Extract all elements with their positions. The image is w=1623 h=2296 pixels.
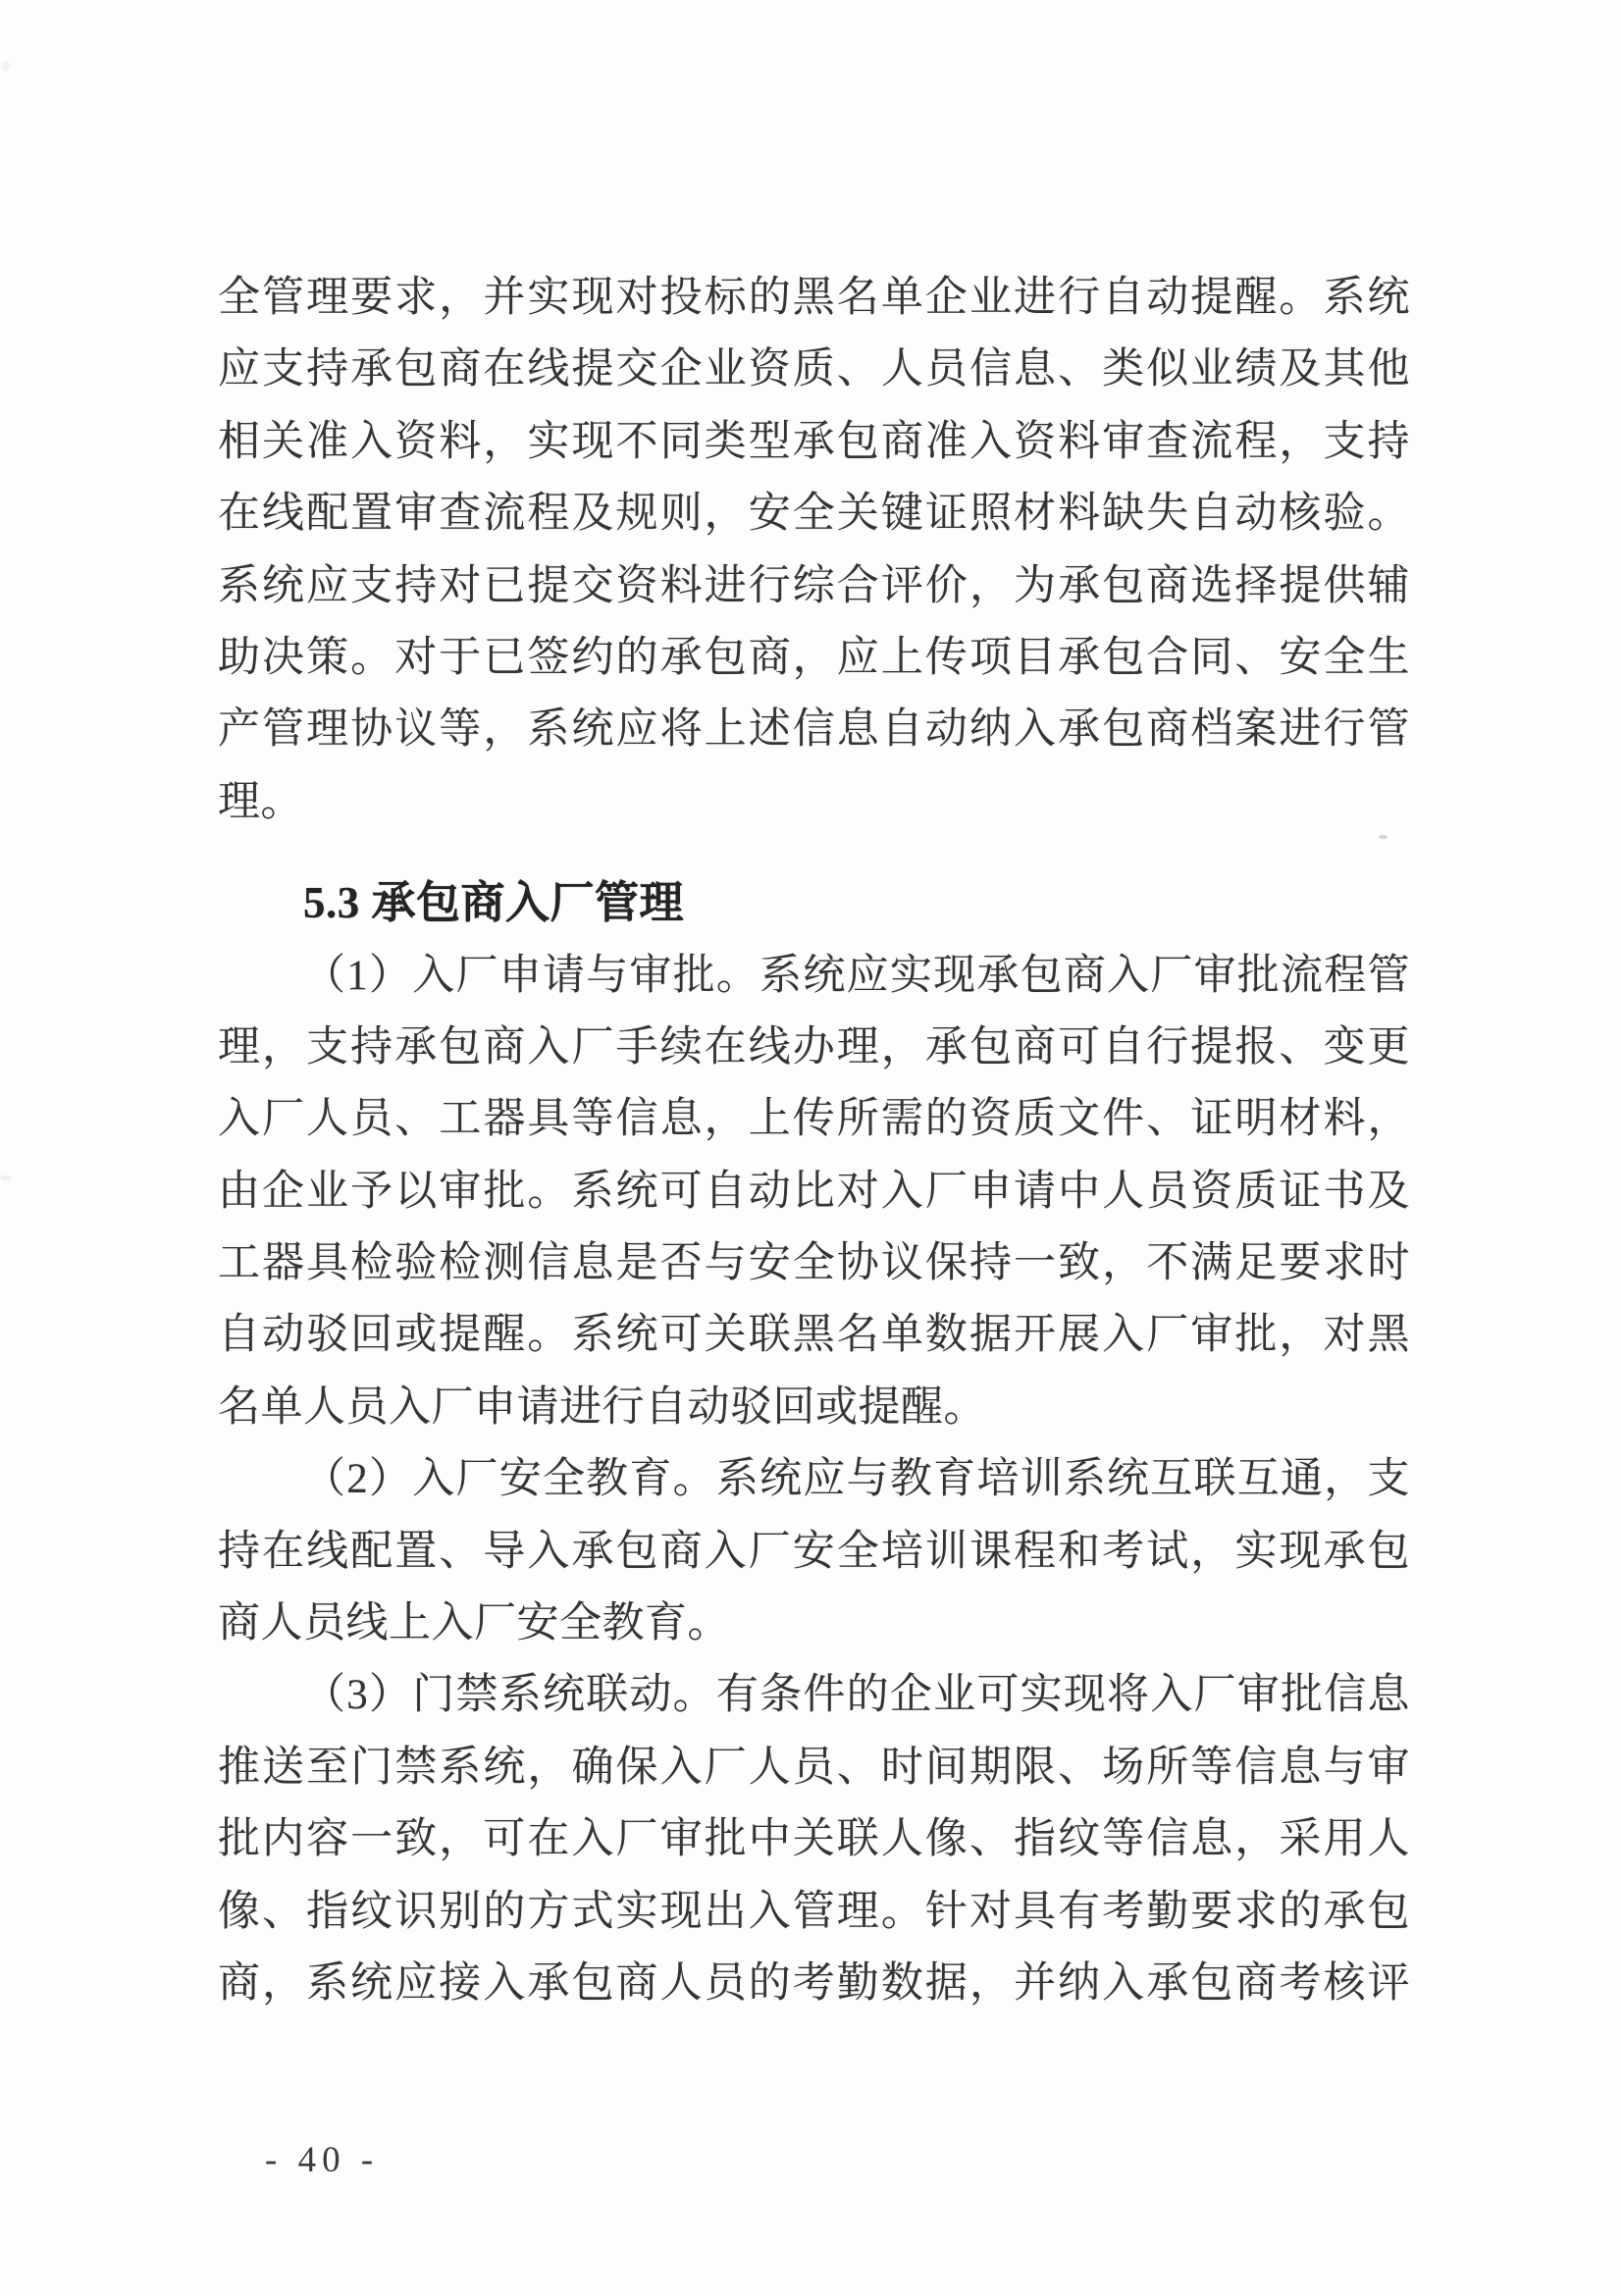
- text-line: 由企业予以审批。系统可自动比对入厂申请中人员资质证书及: [218, 1168, 1410, 1215]
- text-line: 入厂人员、工器具等信息，上传所需的资质文件、证明材料，: [218, 1096, 1410, 1143]
- section-heading: [218, 867, 1410, 939]
- scan-speck: [2, 61, 10, 71]
- text-line: 应支持承包商在线提交企业资质、人员信息、类似业绩及其他: [218, 346, 1410, 393]
- paragraph: [218, 262, 1410, 838]
- paragraph: [218, 1659, 1410, 2019]
- scan-speck: [0, 1175, 12, 1180]
- text-line: （2）入厂安全教育。系统应与教育培训系统互联互通，支: [303, 1456, 1410, 1503]
- paragraph: [218, 1443, 1410, 1659]
- text-line: （3）门禁系统联动。有条件的企业可实现将入厂审批信息: [303, 1672, 1410, 1719]
- scan-speck: [1379, 835, 1387, 839]
- document-body: [218, 262, 1410, 2019]
- text-line: 5.3 承包商入厂管理: [303, 878, 685, 928]
- page-number: - 40 -: [265, 2140, 380, 2180]
- text-line: 推送至门禁系统，确保入厂人员、时间期限、场所等信息与审: [218, 1744, 1410, 1791]
- text-line: 商，系统应接入承包商人员的考勤数据，并纳入承包商考核评: [218, 1959, 1410, 2007]
- text-line: 相关准入资料，实现不同类型承包商准入资料审查流程，支持: [218, 418, 1410, 465]
- text-line: 商人员线上入厂安全教育。: [218, 1600, 730, 1647]
- text-line: 批内容一致，可在入厂审批中关联人像、指纹等信息，采用人: [218, 1816, 1410, 1863]
- text-line: 名单人员入厂申请进行自动驳回或提醒。: [218, 1383, 986, 1431]
- text-line: （1）入厂申请与审批。系统应实现承包商入厂审批流程管: [303, 952, 1410, 999]
- text-line: 助决策。对于已签约的承包商，应上传项目承包合同、安全生: [218, 634, 1410, 681]
- text-line: 理。: [218, 778, 303, 825]
- text-line: 产管理协议等，系统应将上述信息自动纳入承包商档案进行管: [218, 706, 1410, 754]
- text-line: 系统应支持对已提交资料进行综合评价，为承包商选择提供辅: [218, 562, 1410, 609]
- text-line: 理，支持承包商入厂手续在线办理，承包商可自行提报、变更: [218, 1023, 1410, 1070]
- text-line: 全管理要求，并实现对投标的黑名单企业进行自动提醒。系统: [218, 275, 1410, 321]
- text-line: 自动驳回或提醒。系统可关联黑名单数据开展入厂审批，对黑: [218, 1312, 1410, 1359]
- text-line: 持在线配置、导入承包商入厂安全培训课程和考试，实现承包: [218, 1528, 1410, 1575]
- text-line: 工器具检验检测信息是否与安全协议保持一致，不满足要求时: [218, 1240, 1410, 1287]
- paragraph: [218, 940, 1410, 1444]
- text-line: 像、指纹识别的方式实现出入管理。针对具有考勤要求的承包: [218, 1888, 1410, 1935]
- text-line: 在线配置审查流程及规则，安全关键证照材料缺失自动核验。: [218, 491, 1410, 538]
